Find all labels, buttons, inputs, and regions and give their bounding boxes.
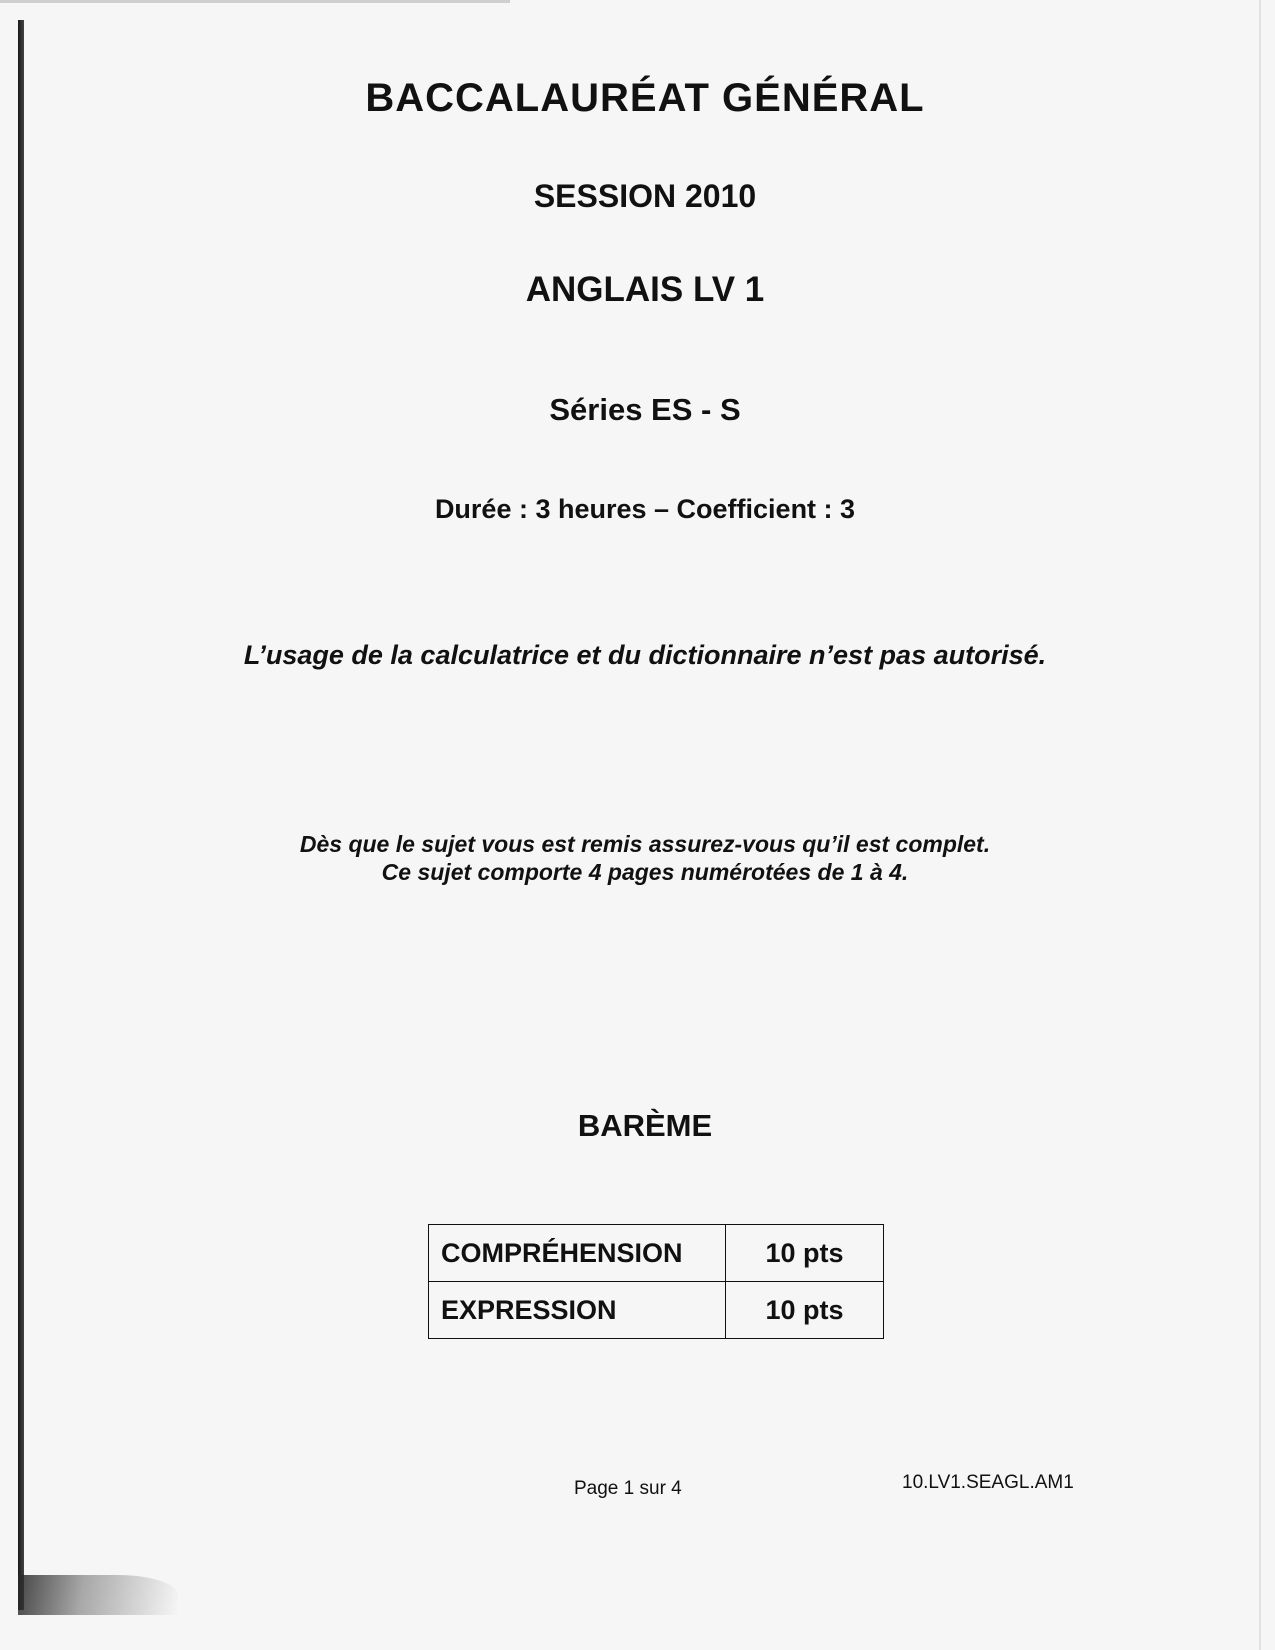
completeness-notice-line-2: Ce sujet comporte 4 pages numérotées de 1 à 4.	[381, 859, 909, 885]
calculator-notice: L’usage de la calculatrice et du dictionnaire n’est pas autorisé.	[243, 640, 1047, 670]
table-row	[429, 1225, 884, 1282]
bareme-label-expression: EXPRESSION	[429, 1282, 726, 1339]
exam-session: SESSION 2010	[533, 178, 757, 214]
document-code: 10.LV1.SEAGL.AM1	[902, 1472, 1074, 1493]
completeness-notice-line-1: Dès que le sujet vous est remis assurez-vous qu’il est complet.	[299, 831, 991, 857]
exam-series: Séries ES - S	[549, 392, 741, 427]
page-number: Page 1 sur 4	[574, 1478, 682, 1499]
exam-duration: Durée : 3 heures – Coefficient : 3	[434, 494, 856, 524]
bareme-title: BARÈME	[577, 1108, 713, 1143]
bareme-points-expression: 10 pts	[726, 1282, 884, 1339]
bareme-points-comprehension: 10 pts	[726, 1225, 884, 1282]
bareme-label-comprehension: COMPRÉHENSION	[429, 1225, 726, 1282]
exam-subject: ANGLAIS LV 1	[525, 270, 765, 309]
completeness-notice	[0, 830, 1275, 886]
bareme-table	[428, 1224, 884, 1339]
exam-title: BACCALAURÉAT GÉNÉRAL	[365, 76, 925, 120]
table-row	[429, 1282, 884, 1339]
